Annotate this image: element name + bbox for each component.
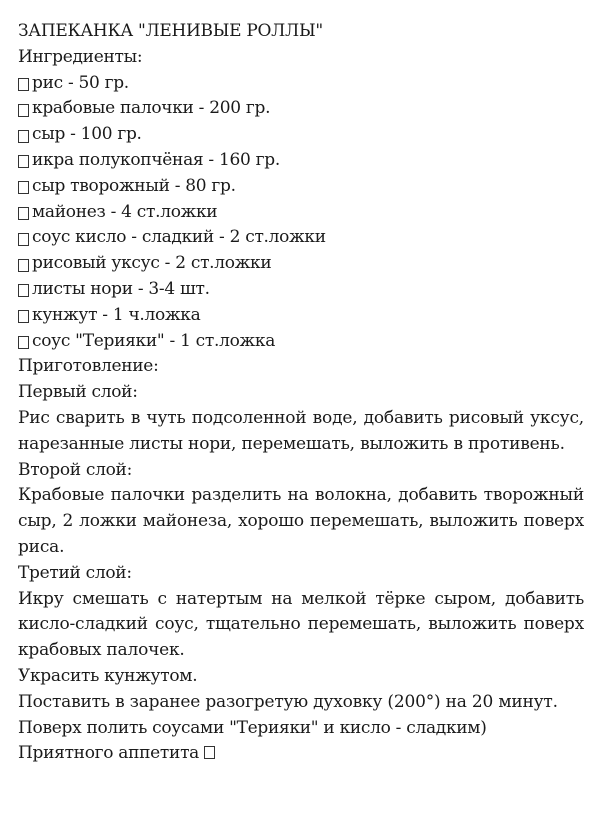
pour-step: Поверх полить соусами "Терияки" и кисло - сладким) (18, 717, 487, 738)
ingredient-text: икра полукопчёная - 160 гр. (32, 149, 280, 170)
layer3-heading: Третий слой: (18, 562, 132, 583)
ingredient-item (18, 174, 584, 200)
ingredient-item (18, 96, 584, 122)
checkbox-icon (18, 233, 29, 246)
ingredient-text: листы нори - 3-4 шт. (32, 278, 210, 299)
ingredient-item (18, 200, 584, 226)
ingredient-text: рисовый уксус - 2 ст.ложки (32, 253, 272, 274)
checkbox-icon (18, 207, 29, 220)
layer2-text: Крабовые палочки разделить на волокна, добавить творожный сыр, 2 ложки майонеза, хорошо перемешать, выложить поверх риса. (18, 485, 584, 557)
ingredient-item (18, 225, 584, 251)
checkbox-icon (18, 78, 29, 91)
ingredients-heading: Ингредиенты: (18, 46, 143, 67)
ingredient-text: сыр творожный - 80 гр. (32, 175, 236, 196)
ingredient-item (18, 329, 584, 355)
layer3-text: Икру смешать с натертым на мелкой тёрке сыром, добавить кисло-сладкий соус, тщательно перемешать, выложить поверх крабовых палочек. (18, 588, 584, 661)
closing-text: Приятного аппетита (18, 743, 200, 764)
ingredient-text: рис - 50 гр. (32, 72, 129, 93)
decorate-step: Украсить кунжутом. (18, 665, 198, 686)
recipe-title: ЗАПЕКАНКА "ЛЕНИВЫЕ РОЛЛЫ" (18, 21, 323, 41)
checkbox-icon (18, 104, 29, 117)
ingredient-text: соус кисло - сладкий - 2 ст.ложки (32, 227, 326, 248)
checkbox-icon (18, 284, 29, 297)
checkbox-icon (18, 310, 29, 323)
checkbox-icon (18, 181, 29, 194)
layer1-text: Рис сварить в чуть подсоленной воде, добавить рисовый уксус, нарезанные листы нори, перемешать, выложить в противень. (18, 407, 584, 454)
ingredient-item (18, 148, 584, 174)
ingredient-text: кунжут - 1 ч.ложка (32, 304, 201, 325)
closing-line (18, 741, 584, 767)
checkbox-icon (204, 746, 215, 759)
ingredient-item (18, 71, 584, 97)
checkbox-icon (18, 130, 29, 143)
checkbox-icon (18, 155, 29, 168)
ingredient-item (18, 277, 584, 303)
layer1-heading: Первый слой: (18, 382, 138, 403)
preparation-heading: Приготовление: (18, 356, 159, 377)
ingredient-item (18, 303, 584, 329)
ingredient-text: сыр - 100 гр. (32, 124, 142, 145)
recipe-document (18, 19, 584, 767)
ingredient-text: крабовые палочки - 200 гр. (32, 98, 271, 119)
bake-step: Поставить в заранее разогретую духовку (200°) на 20 минут. (18, 691, 558, 712)
ingredient-item (18, 251, 584, 277)
checkbox-icon (18, 259, 29, 272)
ingredient-list (18, 71, 584, 355)
layer2-heading: Второй слой: (18, 459, 132, 480)
ingredient-item (18, 122, 584, 148)
checkbox-icon (18, 336, 29, 349)
ingredient-text: соус "Терияки" - 1 ст.ложка (32, 330, 276, 351)
ingredient-text: майонез - 4 ст.ложки (32, 201, 218, 222)
